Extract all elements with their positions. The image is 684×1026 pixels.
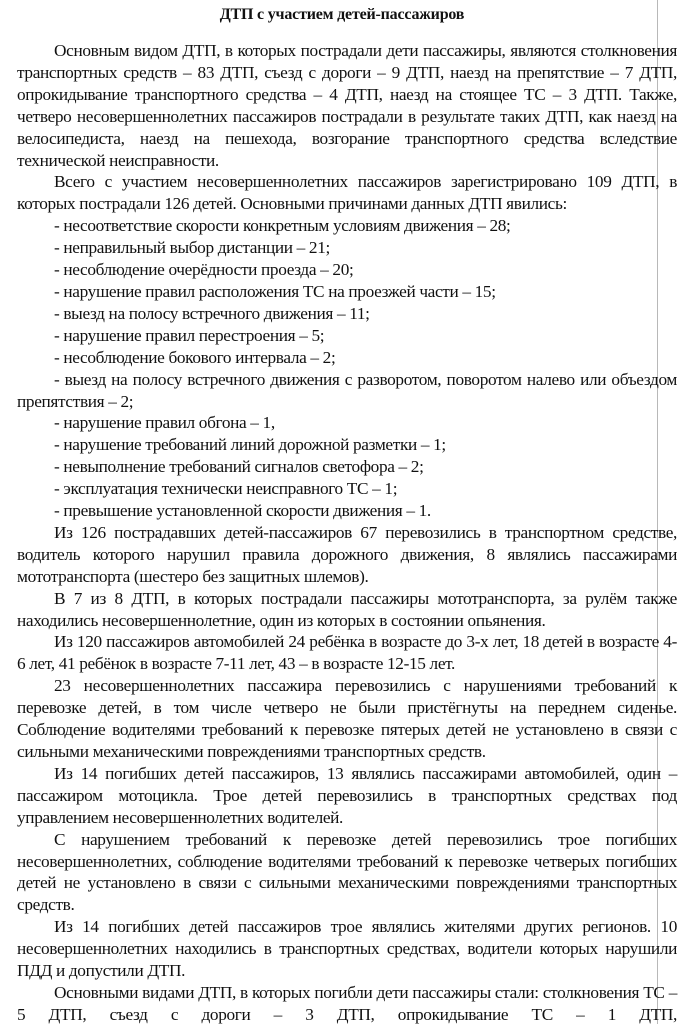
paragraph-accident-types: Основным видом ДТП, в которых пострадали дети пассажиры, являются столкновения транспортных средств – 83 ДТП, съезд с дороги – 9 ДТП, наезд на препятствие – 7 ДТП, опрокидывание транспортного средства – 4 ДТП, наезд на стоящее ТС – 3 ДТП. Также, четверо несовершеннолетних пассажиров пострадали в результате таких ДТП, как наезд на велосипедиста, наезд на пешехода, возгорание транспортного средства вследствие технической неисправности. <box>17 41 677 170</box>
cause-item: - превышение установленной скорости движения – 1. <box>54 501 431 521</box>
paragraph-injured-passengers: Из 126 пострадавших детей-пассажиров 67 перевозились в транспортном средстве, водитель которого нарушил правила дорожного движения, 8 являлись пассажирами мототранспорта (шестеро без защитных шлемов). <box>17 522 677 586</box>
cause-item: - нарушение требований линий дорожной разметки – 1; <box>54 435 446 455</box>
document-title: ДТП с участием детей-пассажиров <box>219 6 465 23</box>
cause-item: - несоблюдение бокового интервала – 2; <box>54 347 336 367</box>
document-body <box>17 40 677 1026</box>
paragraph-moto-accidents: В 7 из 8 ДТП, в которых пострадали пассажиры мототранспорта, за рулём также находились несовершеннолетние, один из которых в состоянии опьянения. <box>17 588 677 630</box>
cause-item: - эксплуатация технически неисправного ТС – 1; <box>54 479 398 499</box>
paragraph-age-groups: Из 120 пассажиров автомобилей 24 ребёнка в возрасте до 3-х лет, 18 детей в возрасте 4-6 лет, 41 ребёнок в возрасте 7-11 лет, 43 – в возрасте 12-15 лет. <box>17 632 677 674</box>
cause-item: - выезд на полосу встречного движения с разворотом, поворотом налево или объездом препятствия – 2; <box>17 369 677 411</box>
cause-item: - нарушение правил обгона – 1, <box>54 413 275 433</box>
cause-item: - несоответствие скорости конкретным условиям движения – 28; <box>54 216 511 236</box>
cause-item: - выезд на полосу встречного движения – 11; <box>54 303 370 323</box>
cause-item: - нарушение правил перестроения – 5; <box>54 325 325 345</box>
paragraph-fatalities: Из 14 погибших детей пассажиров, 13 являлись пассажирами автомобилей, один – пассажиром мотоцикла. Трое детей перевозились в транспортных средствах под управлением несовершеннолетних водителей. <box>17 763 677 827</box>
cause-item: - невыполнение требований сигналов светофора – 2; <box>54 457 424 477</box>
cause-item: - несоблюдение очерёдности проезда – 20; <box>54 260 354 280</box>
paragraph-transport-violations: 23 несовершеннолетних пассажира перевозились с нарушениями требований к перевозке детей, в том числе четверо не были пристёгнуты на переднем сиденье. Соблюдение водителями требований к перевозке пятерых детей не установлено в связи с сильными механическими повреждениями транспортных средств. <box>17 676 677 761</box>
paragraph-total-accidents: Всего с участием несовершеннолетних пассажиров зарегистрировано 109 ДТП, в которых пострадали 126 детей. Основными причинами данных ДТП явились: <box>17 172 677 214</box>
paragraph-fatal-accident-types: Основными видами ДТП, в которых погибли дети пассажиры стали: столкновения ТС – 5 ДТП, съезд с дороги – 3 ДТП, опрокидывание ТС – 1 ДТП, <box>17 982 677 1024</box>
paragraph-fatal-violations: С нарушением требований к перевозке детей перевозились трое погибших несовершеннолетних, соблюдение водителями требований к перевозке четверых погибших детей не установлено в связи с сильными механическими повреждениями транспортных средств. <box>17 829 677 915</box>
paragraph-other-regions: Из 14 погибших детей пассажиров трое являлись жителями других регионов. 10 несовершеннолетних находились в транспортных средствах, водители которых нарушили ПДД и допустили ДТП. <box>17 917 677 981</box>
cause-item: - неправильный выбор дистанции – 21; <box>54 238 330 258</box>
cause-item: - нарушение правил расположения ТС на проезжей части – 15; <box>54 281 496 301</box>
causes-list <box>17 215 677 522</box>
